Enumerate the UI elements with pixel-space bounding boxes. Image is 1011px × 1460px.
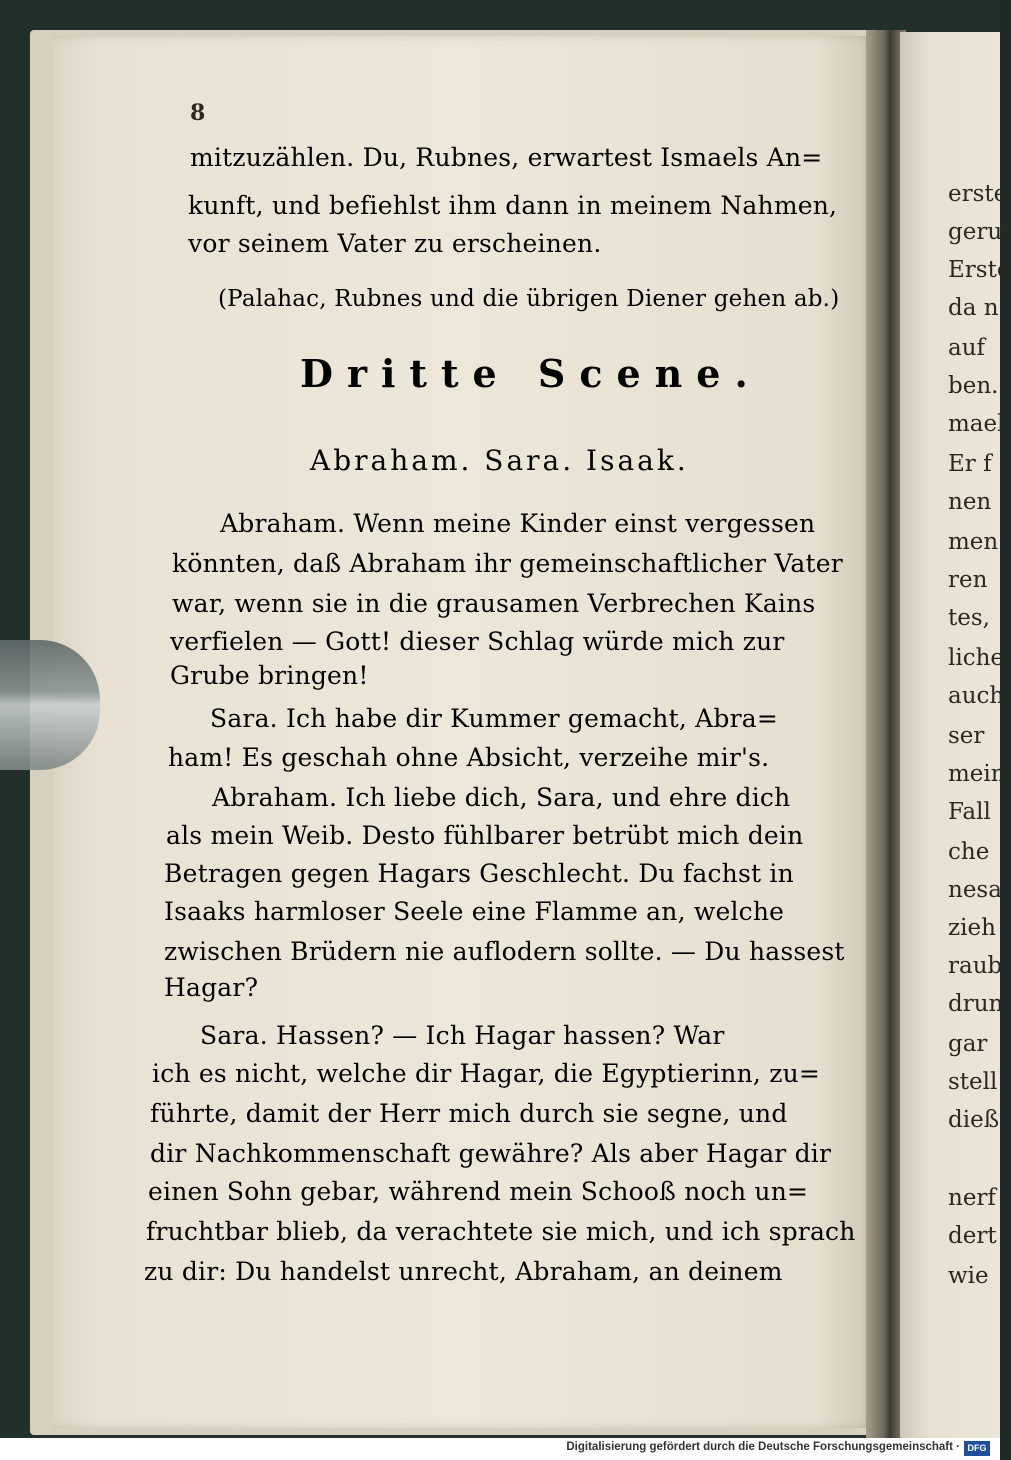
right-page-fragment: auf	[948, 335, 986, 361]
text-line: dir Nachkommenschaft gewähre? Als aber Hagar dir	[150, 1139, 832, 1168]
text-line: Grube bringen!	[170, 661, 369, 690]
text-line: war, wenn sie in die grausamen Verbrechen Kains	[172, 589, 816, 618]
right-page-fragment: che	[948, 839, 990, 865]
right-page-fragment: nesa	[948, 877, 1002, 903]
text-line: führte, damit der Herr mich durch sie segne, und	[150, 1099, 788, 1128]
right-page-fragment: da n	[948, 295, 999, 321]
text-line: Hagar?	[164, 973, 259, 1002]
text-line: Abraham. Wenn meine Kinder einst vergessen	[220, 509, 816, 538]
right-page-fragment: dert	[948, 1223, 997, 1249]
dfg-logo: DFG	[964, 1441, 990, 1456]
right-page-fragment: liche	[948, 645, 1005, 671]
right-page-fragment: dieß	[948, 1107, 1000, 1133]
text-line: könnten, daß Abraham ihr gemeinschaftlicher Vater	[172, 549, 843, 578]
text-line: Sara. Hassen? — Ich Hagar hassen? War	[200, 1021, 725, 1050]
right-page-fragment: wie	[948, 1263, 989, 1289]
right-page-fragment: mael	[948, 411, 1005, 437]
right-page-fragment: ser	[948, 723, 985, 749]
text-line: kunft, und befiehlst ihm dann in meinem Nahmen,	[188, 191, 838, 220]
text-line: Isaaks harmloser Seele eine Flamme an, welche	[164, 897, 785, 926]
right-page-fragment: tes,	[948, 605, 990, 631]
text-line: Abraham. Ich liebe dich, Sara, und ehre dich	[212, 783, 791, 812]
right-page-fragment: mein	[948, 761, 1006, 787]
stage-direction: (Palahac, Rubnes und die übrigen Diener gehen ab.)	[218, 286, 840, 312]
text-line: mitzuzählen. Du, Rubnes, erwartest Ismaels An=	[190, 143, 823, 172]
right-page-fragment: zieh	[948, 915, 996, 941]
text-line: einen Sohn gebar, während mein Schooß noch un=	[148, 1177, 809, 1206]
right-page-fragment: men	[948, 529, 999, 555]
page-number: 8	[190, 100, 206, 126]
text-line: als mein Weib. Desto fühlbarer betrübt mich dein	[166, 821, 804, 850]
right-page-fragment: nerf	[948, 1185, 996, 1211]
right-page-fragment: auch	[948, 683, 1005, 709]
right-page-fragment: raub	[948, 953, 1003, 979]
right-page-fragment: stell	[948, 1069, 998, 1095]
text-line: verfielen — Gott! dieser Schlag würde mich zur	[170, 627, 785, 656]
scene-heading: Dritte Scene.	[300, 351, 762, 396]
right-page-fragment: ren	[948, 567, 988, 593]
right-page-fragment: gar	[948, 1031, 988, 1057]
right-page-fragment: drun	[948, 991, 1004, 1017]
funding-credit: Digitalisierung gefördert durch die Deutsche Forschungsgemeinschaft ·	[566, 1441, 960, 1453]
right-page-fragment: erste	[948, 181, 1008, 207]
right-page-fragment: Erste	[948, 257, 1011, 283]
text-line: zu dir: Du handelst unrecht, Abraham, an deinem	[144, 1257, 783, 1286]
text-line: vor seinem Vater zu erscheinen.	[188, 229, 602, 258]
right-page-fragment: Fall	[948, 799, 991, 825]
text-line: Betragen gegen Hagars Geschlecht. Du fachst in	[164, 859, 794, 888]
right-page-fragment: nen	[948, 489, 992, 515]
right-page-fragment: ben.	[948, 373, 999, 399]
text-line: Sara. Ich habe dir Kummer gemacht, Abra=	[210, 704, 778, 733]
text-line: ham! Es geschah ohne Absicht, verzeihe mir's.	[168, 743, 770, 772]
character-list: Abraham. Sara. Isaak.	[310, 444, 689, 477]
text-line: fruchtbar blieb, da verachtete sie mich, und ich sprach	[146, 1217, 856, 1246]
text-line: zwischen Brüdern nie auflodern sollte. — Du hassest	[164, 937, 845, 966]
right-page-fragment: geruf	[948, 219, 1011, 245]
right-page-fragment: Er f	[948, 451, 992, 477]
text-line: ich es nicht, welche dir Hagar, die Egyptierinn, zu=	[152, 1059, 821, 1088]
